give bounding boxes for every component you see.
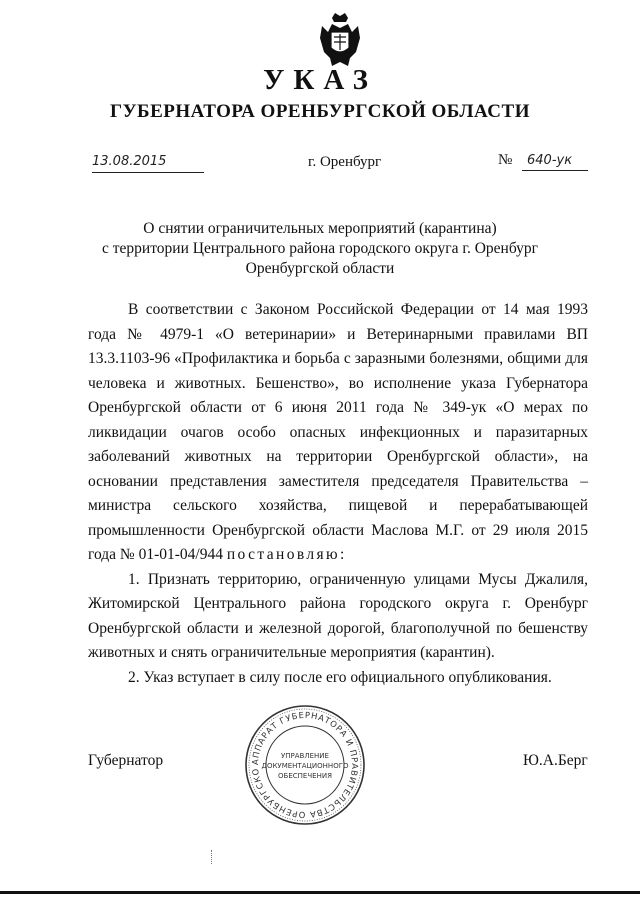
coat-of-arms-icon [318,12,362,70]
signer-position: Губернатор [88,752,164,769]
document-city: г. Оренбург [308,154,382,170]
issuing-authority: ГУБЕРНАТОРА ОРЕНБУРГСКОЙ ОБЛАСТИ [110,101,530,122]
signer-name: Ю.А.Берг [523,752,588,769]
seal-ring-text: АППАРАТ ГУБЕРНАТОРА И ПРАВИТЕЛЬСТВА ОРЕНБУРГСКО [249,709,361,821]
document-date: 13.08.2015 [92,154,167,169]
title-line: с территории Центрального района городского округа г. Оренбург [102,240,538,257]
official-seal-stamp [243,703,367,827]
seal-center-line: УПРАВЛЕНИЕ [281,752,329,760]
document-type: УКАЗ [263,64,377,96]
number-underline [522,170,588,171]
title-line: О снятии ограничительных мероприятий (карантина) [143,220,497,237]
title-line: Оренбургской области [245,260,395,277]
date-underline [92,172,204,173]
clause-2: 2. Указ вступает в силу после его официального опубликования. [128,668,552,686]
preamble-paragraph [88,298,588,568]
scan-mark [211,850,213,864]
seal-center-line: ОБЕСПЕЧЕНИЯ [278,772,332,780]
seal-center-line: ДОКУМЕНТАЦИОННОГО [261,762,349,770]
document-number: 640-ук [527,153,573,168]
clause-1: 1. Признать территорию, ограниченную улицами Мусы Джалиля, Житомирской Центрального района городского округа г. Оренбург Оренбургской области и железной дорогой, благополучной по бешенству животных и снять ограничительные мероприятия (карантин). [88,570,588,661]
scan-bottom-edge [0,891,640,894]
decree-word: постановляю: [226,546,347,563]
preamble-text: В соответствии с Законом Российской Федерации от 14 мая 1993 года № 4979-1 «О ветеринарии» и Ветеринарными правилами ВП 13.3.1103-96 «Профилактика и борьба с заразными болезнями, общими для человека и животных. Бешенство», во исполнение указа Губернатора Оренбургской области от 6 июня 2011 года № 349-ук «О мерах по ликвидации очагов особо опасных инфекционных и паразитарных заболеваний животных на территории Оренбургской области», на основании представления заместителя председателя Правительства – министра сельского хозяйства, пищевой и перерабатывающей промышленности Оренбургской области Маслова М.Г. от 29 июля 2015 года № 01-01-04/944 [88,301,588,563]
document-body [88,298,588,690]
number-sign: № [498,152,513,168]
document-title [60,219,580,279]
